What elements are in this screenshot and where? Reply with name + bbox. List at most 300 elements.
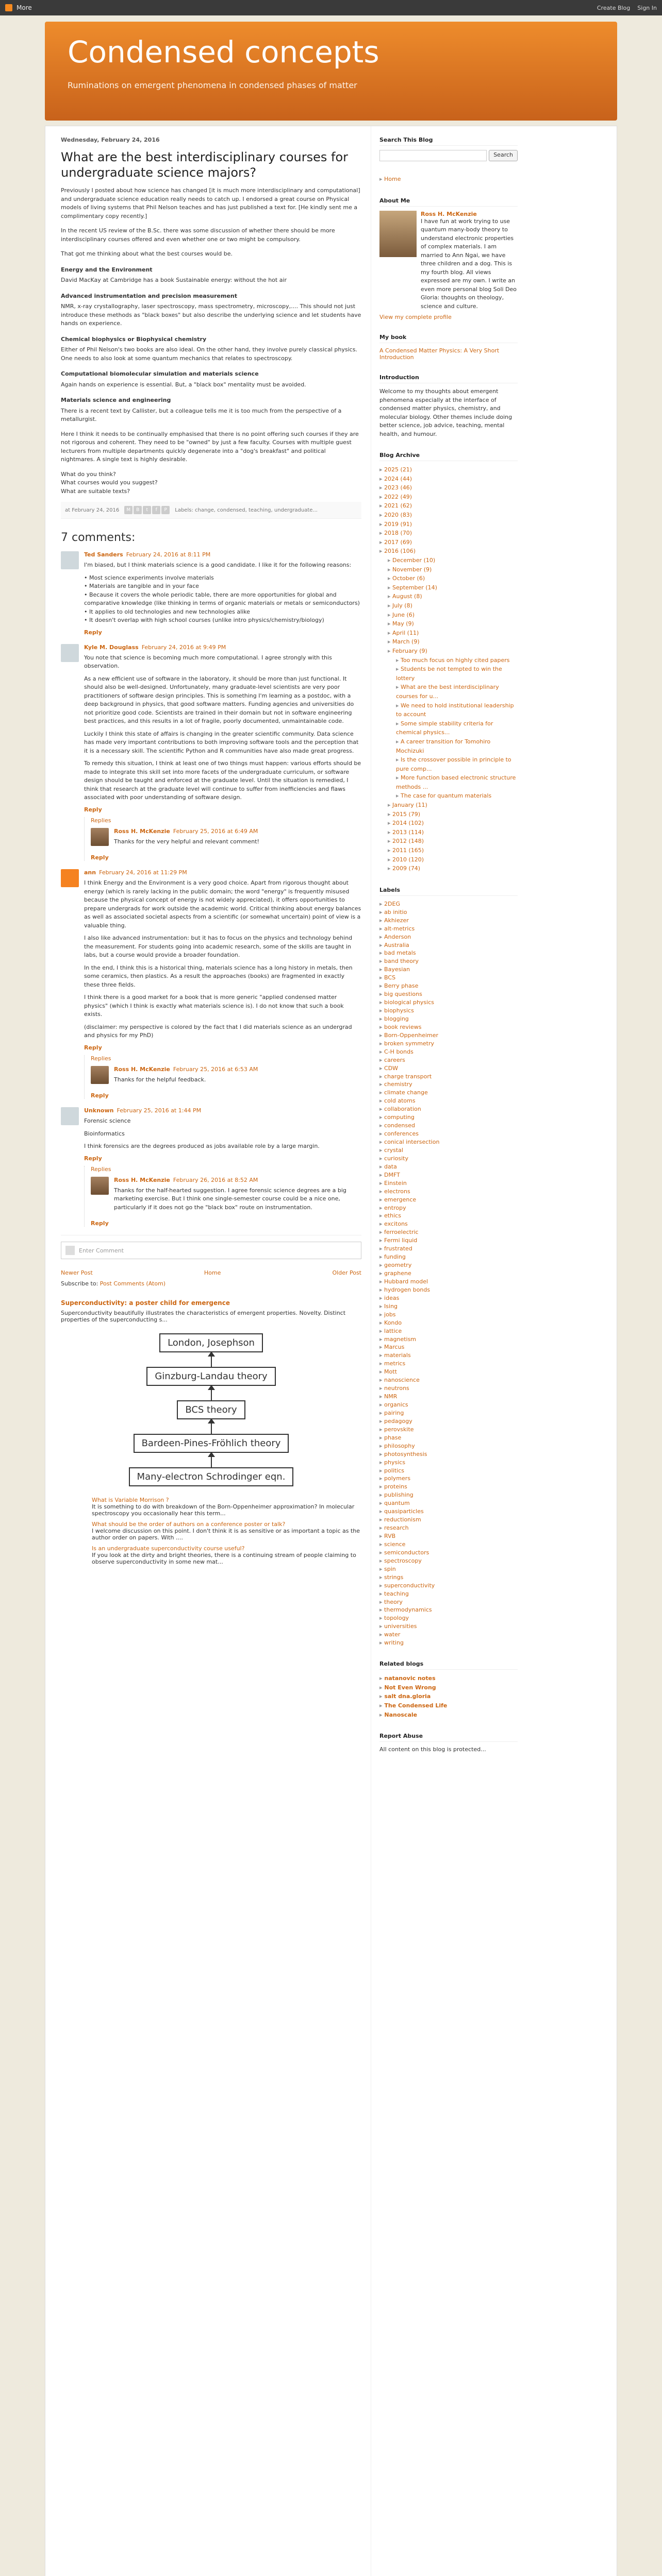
related-blog-link[interactable]: ▸ The Condensed Life (379, 1701, 518, 1710)
diagram-arrow (211, 1453, 212, 1467)
blogger-logo-icon[interactable] (5, 4, 12, 11)
course-section (61, 396, 361, 424)
label-link[interactable]: ▸ perovskite (379, 1426, 518, 1434)
label-link[interactable]: ▸ computing (379, 1113, 518, 1122)
archive-month[interactable]: ▸ November (9) (388, 565, 518, 574)
avatar[interactable] (61, 869, 79, 887)
label-link[interactable]: ▸ Anderson (379, 933, 518, 941)
avatar[interactable] (91, 828, 109, 846)
post-questions: What do you think? What courses would you suggest? What are suitable texts? (61, 470, 158, 495)
label-link[interactable]: ▸ excitons (379, 1220, 518, 1228)
diagram-box: BCS theory (177, 1400, 245, 1419)
post-title[interactable]: What are the best interdisciplinary courses for undergraduate science majors? (61, 150, 349, 180)
label-link[interactable]: ▸ BCS (379, 974, 518, 982)
comment-replies (84, 1055, 361, 1099)
comment-body (84, 644, 361, 861)
label-link[interactable]: ▸ collaboration (379, 1105, 518, 1113)
widget-title: Introduction (379, 374, 518, 383)
search-button[interactable]: Search (489, 150, 518, 161)
popular-post-snippet: If you look at the dirty and bright theories, there is a continuing stream of people claiming to observe superconductivity in some new mat... (92, 1552, 356, 1565)
comment-text: Thanks for the very helpful and relevant comment! (114, 838, 259, 845)
label-link[interactable]: ▸ polymers (379, 1475, 518, 1483)
course-section (61, 292, 361, 328)
label-link[interactable]: ▸ quasiparticles (379, 1507, 518, 1516)
share-buttons (124, 506, 170, 514)
reply-link[interactable]: Reply (91, 1220, 109, 1227)
label-link[interactable]: ▸ neutrons (379, 1384, 518, 1393)
popular-post-link[interactable]: What should be the order of authors on a conference poster or talk? (92, 1521, 286, 1528)
label-link[interactable]: ▸ superconductivity (379, 1582, 518, 1590)
archive-year[interactable]: ▸ 2025 (21) (379, 465, 518, 474)
comment-timestamp[interactable]: February 25, 2016 at 6:49 AM (173, 827, 258, 835)
archive-list (379, 465, 518, 873)
comment-body (114, 828, 361, 846)
archive-month[interactable]: ▸ December (10) (388, 556, 518, 565)
course-text: David MacKay at Cambridge has a book Sustainable energy: without the hot air (61, 277, 287, 283)
newer-post-link[interactable]: Newer Post (61, 1269, 93, 1276)
widget-title: Search This Blog (379, 137, 518, 146)
comments-heading: 7 comments: (61, 531, 136, 544)
main-column (45, 126, 371, 2576)
archive-post[interactable]: ▸ Students be not tempted to win the lottery (396, 665, 518, 683)
course-title: Chemical biophysics or Biophysical chemistry (61, 335, 207, 343)
label-link[interactable]: ▸ big questions (379, 990, 518, 998)
reply-link[interactable]: Reply (84, 629, 102, 636)
label-link[interactable]: ▸ geometry (379, 1261, 518, 1269)
archive-year[interactable]: ▸ 2022 (49) (379, 493, 518, 502)
sign-in-link[interactable]: Sign In (637, 4, 657, 11)
label-link[interactable]: ▸ spectroscopy (379, 1557, 518, 1565)
label-link[interactable]: ▸ Einstein (379, 1179, 518, 1188)
widget-title: Labels (379, 887, 518, 896)
label-link[interactable]: ▸ CDW (379, 1064, 518, 1073)
archive-year[interactable]: ▸ 2019 (91) (379, 520, 518, 529)
comment-author[interactable]: Ross H. McKenzie (114, 1176, 170, 1183)
comment-text (84, 879, 361, 1040)
label-link[interactable]: ▸ curiosity (379, 1155, 518, 1163)
profile-photo[interactable] (379, 211, 417, 257)
label-link[interactable]: ▸ climate change (379, 1089, 518, 1097)
label-link[interactable]: ▸ photosynthesis (379, 1450, 518, 1459)
labels-list (379, 900, 518, 1647)
label-link[interactable]: ▸ water (379, 1631, 518, 1639)
popular-post-snippet: I welcome discussion on this point. I don't think it is as sensitive or as important a topic as the author order on papers. With .... (92, 1528, 360, 1541)
label-link[interactable]: ▸ hydrogen bonds (379, 1286, 518, 1294)
user-avatar-icon (65, 1246, 75, 1255)
archive-year[interactable]: ▸ 2024 (44) (379, 474, 518, 484)
archive-month[interactable]: ▸ March (9) (388, 637, 518, 647)
right-margin (526, 126, 617, 2576)
diagram-arrow (211, 1419, 212, 1434)
label-link[interactable]: ▸ NMR (379, 1393, 518, 1401)
archive-posts (388, 656, 518, 801)
blogger-navbar (0, 0, 662, 15)
label-link[interactable]: ▸ DMFT (379, 1171, 518, 1179)
diagram-arrow (211, 1386, 212, 1400)
comment-header (84, 644, 361, 651)
label-link[interactable]: ▸ publishing (379, 1491, 518, 1499)
intro-widget (379, 374, 518, 438)
label-link[interactable]: ▸ Australia (379, 941, 518, 950)
label-link[interactable]: ▸ topology (379, 1614, 518, 1622)
label-link[interactable]: ▸ phase (379, 1434, 518, 1442)
popular-post-snippet: Superconductivity beautifully illustrates the characteristics of emergent properties. Novelty. Distinct properties of the superconducting s... (61, 1310, 346, 1323)
label-link[interactable]: ▸ science (379, 1540, 518, 1549)
course-text: NMR, x-ray crystallography, laser spectroscopy, mass spectrometry, microscopy,.... This should not just introduce these methods as "black boxes" but also describe the underlying science and let students have hands on experience. (61, 303, 361, 327)
label-link[interactable]: ▸ materials (379, 1351, 518, 1360)
label-link[interactable]: ▸ Marcus (379, 1343, 518, 1351)
create-blog-link[interactable]: Create Blog (597, 4, 631, 11)
label-link[interactable]: ▸ nanoscience (379, 1376, 518, 1384)
label-link[interactable]: ▸ magnetism (379, 1335, 518, 1344)
comment-text: Thanks for the half-hearted suggestion. I agree forensic science degrees are a big marketing exercise. But I think one single-semester course could be a nice one, particularly if it does not go the "black box" route on instrumentation. (114, 1187, 346, 1211)
widget-title: Blog Archive (379, 452, 518, 461)
comment-replies (84, 817, 361, 861)
comment-header (84, 869, 361, 876)
blog-pager (61, 1269, 361, 1276)
comment-author[interactable]: Unknown (84, 1107, 114, 1114)
reply (91, 1066, 361, 1084)
related-blog-link[interactable]: ▸ natanovic notes (379, 1674, 518, 1683)
comment-paragraph: In the end, I think this is a historical thing, materials science has a long history in metals, then some ceramics, then plastics. As a result the approaches (books) are fragmented in exactly these three fields. (84, 964, 353, 988)
comment-replies (84, 1166, 361, 1227)
label-link[interactable]: ▸ entropy (379, 1204, 518, 1212)
label-link[interactable]: ▸ book reviews (379, 1023, 518, 1031)
comment-header (84, 1107, 361, 1114)
comment-input[interactable] (61, 1242, 361, 1259)
post-paragraph: Previously I posted about how science has changed [it is much more interdisciplinary and computational] and undergraduate science education really needs to catch up. I endorsed a great course on Physical models of living systems that Phil Nelson teaches and has just published a text for. [He kindly sent me a complimentary copy recently.] (61, 187, 360, 219)
replies-toggle[interactable]: Replies (91, 817, 111, 824)
label-link[interactable]: ▸ Berry phase (379, 982, 518, 990)
comment-author[interactable]: Ross H. McKenzie (114, 827, 170, 835)
content-outer (45, 126, 617, 2576)
reply-link[interactable]: Reply (84, 806, 102, 813)
archive-older[interactable]: ▸ 2014 (102) (388, 819, 518, 828)
reply-link[interactable]: Reply (91, 854, 109, 861)
label-link[interactable]: ▸ Fermi liquid (379, 1236, 518, 1245)
blog-header (45, 22, 617, 121)
label-link[interactable]: ▸ blogging (379, 1015, 518, 1023)
archive-month[interactable]: ▸ July (8) (388, 601, 518, 611)
label-link[interactable]: ▸ jobs (379, 1311, 518, 1319)
search-widget (379, 137, 518, 161)
course-title: Materials science and engineering (61, 397, 171, 403)
comment-body (114, 1177, 361, 1212)
course-text: Either of Phil Nelson's two books are also ideal. On the other hand, they involve purely classical physics. One needs to also look at some quantum mechanics that relates to spectroscopy. (61, 346, 357, 362)
comment-paragraph: I'm biased, but I think materials science is a good candidate. I like it for the following reasons: (84, 562, 352, 568)
comment-paragraph: I think forensics are the degrees produced as jobs available role by a large margin. (84, 1143, 320, 1149)
archive-post[interactable]: ▸ More function based electronic structure methods ... (396, 773, 518, 791)
subscribe-link[interactable]: Post Comments (Atom) (100, 1280, 166, 1287)
popular-post-link[interactable]: Is an undergraduate superconductivity course useful? (92, 1545, 245, 1552)
label-link[interactable]: ▸ reductionism (379, 1516, 518, 1524)
course-section (61, 335, 361, 363)
book-link[interactable]: A Condensed Matter Physics: A Very Short Introduction (379, 347, 500, 361)
diagram-arrow (211, 1352, 212, 1367)
archive-month[interactable]: ▸ October (6) (388, 574, 518, 583)
archive-month[interactable]: ▸ May (9) (388, 619, 518, 629)
archive-older[interactable]: ▸ 2010 (120) (388, 855, 518, 865)
label-link[interactable]: ▸ ethics (379, 1212, 518, 1220)
label-link[interactable]: ▸ conferences (379, 1130, 518, 1138)
archive-year[interactable]: ▸ 2023 (46) (379, 483, 518, 493)
label-link[interactable]: ▸ biological physics (379, 998, 518, 1007)
comment-header (114, 828, 361, 835)
label-link[interactable]: ▸ RVB (379, 1532, 518, 1540)
label-link[interactable]: ▸ alt-metrics (379, 925, 518, 933)
related-blog-link[interactable]: ▸ salt dna.gloria (379, 1692, 518, 1701)
label-link[interactable]: ▸ proteins (379, 1483, 518, 1491)
blog-share-icon[interactable]: B (134, 506, 142, 514)
popular-post-item (92, 1545, 361, 1565)
archive-year[interactable]: ▸ 2020 (83) (379, 511, 518, 520)
avatar[interactable] (61, 644, 79, 662)
course-title: Advanced instrumentation and precision measurement (61, 292, 238, 299)
diagram-box: London, Josephson (159, 1333, 263, 1352)
reply (91, 1177, 361, 1212)
sidebar (371, 126, 526, 2576)
book-widget (379, 334, 518, 361)
related-blogs-widget (379, 1660, 518, 1719)
label-link[interactable]: ▸ pairing (379, 1409, 518, 1417)
archive-older[interactable]: ▸ 2011 (165) (388, 846, 518, 855)
label-link[interactable]: ▸ semiconductors (379, 1549, 518, 1557)
comment-paragraph: Luckily I think this state of affairs is changing in the greater scientific community. Data science has made very important contributions to both improving software tools and the perception that it is a necessary skill. The scientific Python and R communities have also made great progress. (84, 730, 359, 754)
about-text: I have fun at work trying to use quantum many-body theory to understand electronic properties of complex materials. I am married to Ann Ngai, we have three children and a dog. This is my fourth blog. All views expressed are my own. I write an even more personal blog Soli Deo Gloria: thoughts on theology, science and culture. (421, 217, 517, 310)
popular-post (61, 1299, 361, 1565)
report-abuse-text: All content on this blog is protected... (379, 1746, 486, 1753)
label-link[interactable]: ▸ condensed (379, 1122, 518, 1130)
label-link[interactable]: ▸ cold atoms (379, 1097, 518, 1105)
archive-post[interactable]: ▸ We need to hold institutional leadership to account (396, 701, 518, 719)
label-link[interactable]: ▸ emergence (379, 1196, 518, 1204)
label-link[interactable]: ▸ metrics (379, 1360, 518, 1368)
pages-home-link[interactable]: ▸ Home (379, 175, 518, 184)
post-paragraph: Here I think it needs to be continually emphasised that there is no point offering such courses if they are not rigorous and coherent. They need to be "owned" by just a few faculty. Courses with multiple guest lecturers from multiple departments quickly degenerate into a "dog's breakfast" and political nightmares. A single text is highly desirable. (61, 430, 359, 463)
comment-paragraph: You note that science is becoming much more computational. I agree strongly with this observation. (84, 654, 332, 669)
archive-year[interactable]: ▸ 2018 (70) (379, 529, 518, 538)
archive-older[interactable]: ▸ January (11) (388, 801, 518, 810)
navbar-more[interactable]: More (16, 4, 32, 11)
twitter-share-icon[interactable]: t (143, 506, 151, 514)
archive-older[interactable]: ▸ 2013 (114) (388, 828, 518, 837)
widget-title: My book (379, 334, 518, 343)
archive-older[interactable]: ▸ 2012 (148) (388, 837, 518, 846)
post-footer (61, 502, 361, 519)
archive-post[interactable]: ▸ Is the crossover possible in principle to pure comp... (396, 755, 518, 773)
label-link[interactable]: ▸ universities (379, 1622, 518, 1631)
replies-toggle[interactable]: Replies (91, 1055, 111, 1062)
comment-text (84, 1117, 361, 1151)
date-header: Wednesday, February 24, 2016 (61, 137, 160, 143)
reply-link[interactable]: Reply (91, 1092, 109, 1099)
comment-paragraph: • Most science experiments involve materials • Materials are tangible and in your face • Because it covers the whole periodic table, there are more opportunities for global and comparative knowledge (like thinking in terms of organic materials or metals or semiconductors) • It applies to old technologies and new technologies alike • It doesn't overlap with high school courses (unlike intro physics/chemistry/biology) (84, 574, 360, 623)
label-link[interactable]: ▸ Bayesian (379, 965, 518, 974)
comment-timestamp[interactable]: February 24, 2016 at 9:49 PM (141, 643, 226, 651)
comment-timestamp[interactable]: February 25, 2016 at 6:53 AM (173, 1065, 258, 1073)
related-blog-link[interactable]: ▸ Nanoscale (379, 1710, 518, 1720)
comment-timestamp[interactable]: February 25, 2016 at 1:44 PM (117, 1107, 202, 1114)
avatar[interactable] (91, 1177, 109, 1195)
archive-post[interactable]: ▸ What are the best interdisciplinary courses for u... (396, 683, 518, 701)
comment-input-placeholder: Enter Comment (79, 1247, 124, 1254)
label-link[interactable]: ▸ funding (379, 1253, 518, 1261)
label-link[interactable]: ▸ band theory (379, 957, 518, 965)
report-abuse-title[interactable]: Report Abuse (379, 1733, 518, 1742)
post-timestamp[interactable]: at February 24, 2016 (65, 507, 120, 513)
reply-link[interactable]: Reply (84, 1155, 102, 1162)
label-link[interactable]: ▸ graphene (379, 1269, 518, 1278)
label-link[interactable]: ▸ ferroelectric (379, 1228, 518, 1236)
comment-timestamp[interactable]: February 24, 2016 at 11:29 PM (99, 869, 187, 876)
comment (61, 869, 361, 1099)
label-link[interactable]: ▸ teaching (379, 1590, 518, 1598)
label-link[interactable]: ▸ biophysics (379, 1007, 518, 1015)
label-link[interactable]: ▸ frustrated (379, 1245, 518, 1253)
label-link[interactable]: ▸ Akhiezer (379, 917, 518, 925)
popular-post-snippet: It is something to do with breakdown of the Born-Oppenheimer approximation? In molecular spectroscopy you occasionally hear this term... (92, 1503, 355, 1517)
comment-paragraph: Bioinformatics (84, 1130, 125, 1137)
label-link[interactable]: ▸ ideas (379, 1294, 518, 1302)
label-link[interactable]: ▸ C-H bonds (379, 1048, 518, 1056)
email-share-icon[interactable]: M (124, 506, 133, 514)
comment-paragraph: I also like advanced instrumentation: but it has to focus on the physics and technology behind the measurement. For students going into academic research, some of the skills are taught in labs, but a course would provide a broader foundation. (84, 935, 353, 958)
archive-post[interactable]: ▸ The case for quantum materials (396, 791, 518, 801)
avatar[interactable] (61, 1107, 79, 1125)
archive-post[interactable]: ▸ Some simple stability criteria for chemical physics... (396, 719, 518, 737)
label-link[interactable]: ▸ ab initio (379, 908, 518, 917)
label-link[interactable]: ▸ spin (379, 1565, 518, 1573)
facebook-share-icon[interactable]: f (152, 506, 160, 514)
older-post-link[interactable]: Older Post (332, 1269, 361, 1276)
label-link[interactable]: ▸ 2DEG (379, 900, 518, 908)
archive-older[interactable]: ▸ 2015 (79) (388, 810, 518, 819)
archive-year-open[interactable]: ▸ 2016 (106) (379, 547, 518, 556)
popular-post-item (92, 1497, 361, 1517)
diagram-box: Bardeen-Pines-Fröhlich theory (134, 1434, 289, 1453)
comment-paragraph: Forensic science (84, 1117, 131, 1124)
reply (91, 828, 361, 846)
intro-text: Welcome to my thoughts about emergent phenomena especially at the interface of condensed matter physics, chemistry, and molecular biology. Other themes include doing better science, job advice, teaching, mental health, and humour. (379, 388, 512, 437)
label-link[interactable]: ▸ electrons (379, 1188, 518, 1196)
label-link[interactable]: ▸ physics (379, 1459, 518, 1467)
label-link[interactable]: ▸ philosophy (379, 1442, 518, 1450)
label-link[interactable]: ▸ politics (379, 1467, 518, 1475)
comment-body (114, 1066, 361, 1084)
label-link[interactable]: ▸ organics (379, 1401, 518, 1409)
course-title: Computational biomolecular simulation and materials science (61, 370, 259, 377)
comment-author[interactable]: Ted Sanders (84, 551, 123, 558)
label-link[interactable]: ▸ careers (379, 1056, 518, 1064)
comment-paragraph: To remedy this situation, I think at least one of two things must happen: various efforts should be made to integrate this skill set into more facets of the undergraduate curriculum, or software design should be taught and enforced at the graduate level. Until the situation is remedied, I think that research at the graduate level will continue to suffer from inefficiencies and flaws associated with poor understanding of software design. (84, 760, 361, 801)
comment-timestamp[interactable]: February 24, 2016 at 8:11 PM (126, 551, 211, 558)
label-link[interactable]: ▸ Born-Oppenheimer (379, 1031, 518, 1040)
subscribe-label: Subscribe to: (61, 1280, 98, 1287)
related-blog-link[interactable]: ▸ Not Even Wrong (379, 1683, 518, 1692)
archive-month-open[interactable]: ▸ February (9) (388, 647, 518, 656)
popular-post-title[interactable]: Superconductivity: a poster child for emergence (61, 1299, 230, 1307)
label-link[interactable]: ▸ quantum (379, 1499, 518, 1507)
post-body (61, 187, 361, 496)
label-link[interactable]: ▸ lattice (379, 1327, 518, 1335)
subscribe (61, 1280, 361, 1287)
archive-post[interactable]: ▸ A career transition for Tomohiro Mochizuki (396, 737, 518, 755)
label-link[interactable]: ▸ theory (379, 1598, 518, 1606)
comment-text (84, 561, 361, 625)
label-link[interactable]: ▸ bad metals (379, 949, 518, 957)
label-link[interactable]: ▸ Ising (379, 1302, 518, 1311)
comment-timestamp[interactable]: February 26, 2016 at 8:52 AM (173, 1176, 258, 1183)
search-input[interactable] (379, 150, 487, 161)
label-link[interactable]: ▸ pedagogy (379, 1417, 518, 1426)
label-link[interactable]: ▸ writing (379, 1639, 518, 1647)
comment-header (114, 1177, 361, 1183)
comment-author[interactable]: Ross H. McKenzie (114, 1065, 170, 1073)
label-link[interactable]: ▸ charge transport (379, 1073, 518, 1081)
archive-post[interactable]: ▸ Too much focus on highly cited papers (396, 656, 518, 665)
popular-post-item (92, 1521, 361, 1541)
course-text: Again hands on experience is essential. But, a "black box" mentality must be avoided. (61, 381, 306, 388)
avatar[interactable] (61, 551, 79, 569)
label-link[interactable]: ▸ Mott (379, 1368, 518, 1376)
pinterest-share-icon[interactable]: P (161, 506, 170, 514)
label-link[interactable]: ▸ research (379, 1524, 518, 1532)
comment-text: Thanks for the helpful feedback. (114, 1076, 206, 1083)
comment (61, 551, 361, 636)
report-abuse-widget (379, 1733, 518, 1753)
archive-year[interactable]: ▸ 2021 (62) (379, 501, 518, 511)
site-title[interactable]: Condensed concepts (68, 35, 379, 70)
replies-toggle[interactable]: Replies (91, 1165, 111, 1173)
label-link[interactable]: ▸ broken symmetry (379, 1040, 518, 1048)
diagram-box: Ginzburg-Landau theory (146, 1367, 275, 1386)
popular-post-link[interactable]: What is Variable Morrison ? (92, 1497, 169, 1503)
comment-paragraph: I think there is a good market for a book that is more generic "applied condensed matter physics" (which I think is exactly what materials science is). I do not know that such a book exists. (84, 994, 344, 1018)
profile-name[interactable]: Ross H. McKenzie (421, 210, 477, 217)
archive-month[interactable]: ▸ August (8) (388, 592, 518, 601)
reply-link[interactable]: Reply (84, 1044, 102, 1051)
label-link[interactable]: ▸ data (379, 1163, 518, 1171)
comment-author[interactable]: ann (84, 869, 96, 876)
avatar[interactable] (91, 1066, 109, 1084)
comment (61, 644, 361, 861)
archive-month[interactable]: ▸ April (11) (388, 629, 518, 638)
navbar-right (597, 5, 657, 11)
archive-year[interactable]: ▸ 2017 (69) (379, 538, 518, 547)
site-description: Ruminations on emergent phenomena in condensed phases of matter (68, 80, 357, 90)
label-link[interactable]: ▸ Hubbard model (379, 1278, 518, 1286)
comment-paragraph: I think Energy and the Environment is a very good choice. Apart from rigorous thought about energy (which is rarely lacking in the public domain; the word "energy" is frequently misused because the physical concept of energy is not widely appreciated), it offers opportunities to prepare undergrads for work outside the academic world. Critical thinking about energy balances as well as associated societal aspects from a scientific (or somewhat uncertain) point of view is a valuable thing. (84, 879, 361, 929)
label-link[interactable]: ▸ crystal (379, 1146, 518, 1155)
label-link[interactable]: ▸ Kondo (379, 1319, 518, 1327)
view-profile-link[interactable]: View my complete profile (379, 314, 452, 321)
archive-month[interactable]: ▸ June (6) (388, 611, 518, 620)
archive-months (379, 556, 518, 873)
label-link[interactable]: ▸ chemistry (379, 1080, 518, 1089)
post-labels[interactable]: Labels: change, condensed, teaching, undergraduate... (175, 507, 318, 513)
comment (61, 1107, 361, 1227)
archive-older[interactable]: ▸ 2009 (74) (388, 864, 518, 873)
pages-widget (379, 175, 518, 184)
label-link[interactable]: ▸ conical intersection (379, 1138, 518, 1146)
label-link[interactable]: ▸ strings (379, 1573, 518, 1582)
archive-month[interactable]: ▸ September (14) (388, 583, 518, 592)
diagram-box: Many-electron Schrodinger eqn. (129, 1467, 294, 1486)
home-link[interactable]: Home (204, 1269, 221, 1276)
label-link[interactable]: ▸ thermodynamics (379, 1606, 518, 1614)
comment-author[interactable]: Kyle M. Douglass (84, 643, 139, 651)
course-section (61, 370, 361, 389)
